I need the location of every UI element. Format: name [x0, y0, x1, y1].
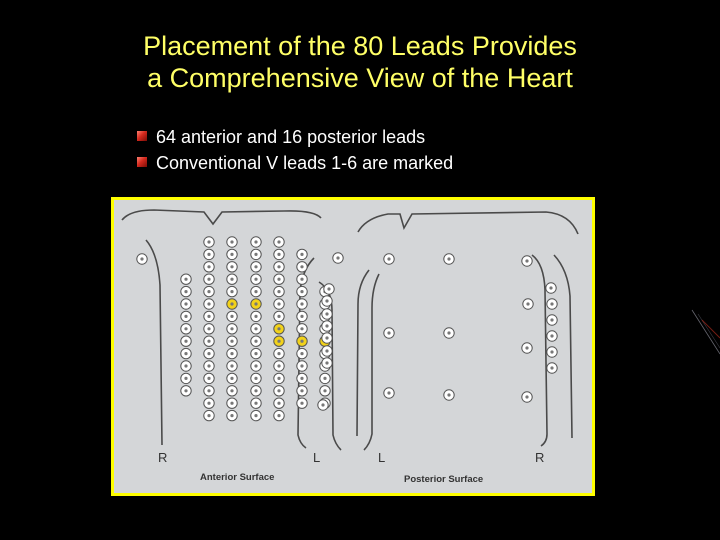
- anterior-electrode-center: [277, 315, 280, 318]
- anterior-electrode-center: [207, 315, 210, 318]
- anterior-electrode-center: [336, 256, 339, 259]
- anterior-electrode-center: [207, 290, 210, 293]
- anterior-electrode-center: [300, 302, 303, 305]
- lead-placement-diagram: [111, 197, 595, 496]
- anterior-electrode-center: [277, 377, 280, 380]
- anterior-electrode-center: [254, 290, 257, 293]
- anterior-electrode-center: [184, 302, 187, 305]
- posterior-electrode-center: [387, 331, 390, 334]
- anterior-electrode-center: [207, 240, 210, 243]
- anterior-left-label: L: [313, 450, 321, 465]
- anterior-electrode-center: [254, 402, 257, 405]
- anterior-electrode-center: [300, 402, 303, 405]
- anterior-electrode-center: [323, 377, 326, 380]
- v-lead-electrode-center: [254, 302, 257, 305]
- anterior-electrode-center: [184, 352, 187, 355]
- anterior-electrode-center: [184, 278, 187, 281]
- anterior-electrode-center: [230, 327, 233, 330]
- anterior-electrode-center: [254, 364, 257, 367]
- anterior-electrode-center: [254, 389, 257, 392]
- anterior-electrode-center: [254, 414, 257, 417]
- anterior-electrode-center: [184, 364, 187, 367]
- v-lead-electrode-center: [300, 340, 303, 343]
- posterior-electrode-center: [550, 302, 553, 305]
- anterior-electrode-center: [277, 402, 280, 405]
- anterior-electrode-center: [300, 265, 303, 268]
- anterior-electrode-center: [325, 312, 328, 315]
- anterior-electrode-center: [300, 290, 303, 293]
- posterior-electrode-center: [550, 366, 553, 369]
- anterior-electrode-center: [207, 352, 210, 355]
- anterior-electrode-center: [325, 336, 328, 339]
- electrode-grid: [137, 237, 557, 421]
- anterior-left-contour: [146, 240, 162, 445]
- anterior-electrode-center: [254, 240, 257, 243]
- corner-glare-decoration: [690, 290, 720, 370]
- anterior-electrode-center: [325, 349, 328, 352]
- posterior-torso-outline: [358, 212, 578, 234]
- anterior-electrode-center: [325, 324, 328, 327]
- posterior-electrode-center: [447, 257, 450, 260]
- anterior-electrode-center: [300, 364, 303, 367]
- bullet-item: [137, 124, 453, 150]
- posterior-right-contour: [532, 255, 547, 446]
- anterior-electrode-center: [277, 302, 280, 305]
- anterior-electrode-center: [230, 240, 233, 243]
- anterior-electrode-center: [300, 315, 303, 318]
- posterior-electrode-center: [387, 391, 390, 394]
- anterior-electrode-center: [230, 265, 233, 268]
- anterior-electrode-center: [300, 389, 303, 392]
- posterior-electrode-center: [447, 393, 450, 396]
- anterior-electrode-center: [230, 315, 233, 318]
- anterior-electrode-center: [230, 389, 233, 392]
- anterior-electrode-center: [300, 278, 303, 281]
- anterior-electrode-center: [277, 414, 280, 417]
- anterior-electrode-center: [277, 352, 280, 355]
- posterior-electrode-center: [550, 350, 553, 353]
- title-line-1: Placement of the 80 Leads Provides: [143, 31, 577, 61]
- anterior-electrode-center: [254, 315, 257, 318]
- anterior-electrode-center: [207, 364, 210, 367]
- anterior-torso-outline: [122, 210, 321, 224]
- v-lead-electrode-center: [230, 302, 233, 305]
- anterior-electrode-center: [277, 253, 280, 256]
- anterior-electrode-center: [327, 287, 330, 290]
- anterior-electrode-center: [254, 278, 257, 281]
- anterior-electrode-center: [207, 377, 210, 380]
- anterior-electrode-center: [207, 253, 210, 256]
- bullet-text: 64 anterior and 16 posterior leads: [156, 127, 426, 147]
- anterior-electrode-center: [207, 340, 210, 343]
- anterior-electrode-center: [230, 364, 233, 367]
- bullet-text: Conventional V leads 1-6 are marked: [156, 153, 454, 173]
- anterior-electrode-center: [207, 402, 210, 405]
- anterior-electrode-center: [230, 414, 233, 417]
- posterior-left-contour: [357, 270, 369, 436]
- anterior-electrode-center: [325, 361, 328, 364]
- anterior-electrode-center: [323, 389, 326, 392]
- anterior-electrode-center: [277, 278, 280, 281]
- anterior-electrode-center: [207, 302, 210, 305]
- posterior-inner-contour: [364, 274, 379, 450]
- bullet-square-icon: [137, 131, 147, 141]
- anterior-electrode-center: [325, 299, 328, 302]
- v-lead-electrode-center: [277, 340, 280, 343]
- anterior-electrode-center: [254, 265, 257, 268]
- posterior-electrode-center: [550, 318, 553, 321]
- posterior-far-right-contour: [554, 255, 572, 438]
- anterior-electrode-center: [207, 414, 210, 417]
- anterior-electrode-center: [277, 364, 280, 367]
- anterior-electrode-center: [184, 290, 187, 293]
- lead-map-svg: [114, 200, 592, 493]
- anterior-electrode-center: [277, 290, 280, 293]
- anterior-electrode-center: [184, 315, 187, 318]
- anterior-electrode-center: [184, 389, 187, 392]
- anterior-electrode-center: [184, 340, 187, 343]
- posterior-electrode-center: [387, 257, 390, 260]
- posterior-electrode-center: [549, 286, 552, 289]
- anterior-electrode-center: [300, 377, 303, 380]
- anterior-electrode-center: [277, 389, 280, 392]
- anterior-electrode-center: [254, 327, 257, 330]
- posterior-electrode-center: [550, 334, 553, 337]
- posterior-electrode-center: [525, 346, 528, 349]
- anterior-electrode-center: [300, 327, 303, 330]
- slide-title: [0, 30, 720, 94]
- anterior-electrode-center: [230, 377, 233, 380]
- anterior-electrode-center: [254, 377, 257, 380]
- v-lead-electrode-center: [277, 327, 280, 330]
- anterior-electrode-center: [277, 265, 280, 268]
- bullet-square-icon: [137, 157, 147, 167]
- anterior-electrode-center: [277, 240, 280, 243]
- anterior-electrode-center: [230, 253, 233, 256]
- posterior-right-label: R: [535, 450, 545, 465]
- posterior-electrode-center: [525, 259, 528, 262]
- anterior-electrode-center: [230, 290, 233, 293]
- anterior-electrode-center: [321, 403, 324, 406]
- anterior-electrode-center: [184, 377, 187, 380]
- anterior-electrode-center: [230, 352, 233, 355]
- anterior-electrode-center: [254, 340, 257, 343]
- posterior-left-label: L: [378, 450, 386, 465]
- anterior-electrode-center: [184, 327, 187, 330]
- posterior-electrode-center: [525, 395, 528, 398]
- anterior-electrode-center: [230, 278, 233, 281]
- anterior-caption: Anterior Surface: [200, 472, 275, 483]
- anterior-electrode-center: [207, 327, 210, 330]
- anterior-right-label: R: [158, 450, 168, 465]
- anterior-electrode-center: [300, 253, 303, 256]
- anterior-electrode-center: [300, 352, 303, 355]
- bullet-list: [137, 124, 453, 176]
- anterior-electrode-center: [230, 402, 233, 405]
- anterior-electrode-center: [207, 389, 210, 392]
- anterior-electrode-center: [140, 257, 143, 260]
- anterior-electrode-center: [254, 352, 257, 355]
- anterior-electrode-center: [254, 253, 257, 256]
- anterior-electrode-center: [207, 265, 210, 268]
- bullet-item: [137, 150, 453, 176]
- anterior-electrode-center: [207, 278, 210, 281]
- posterior-electrode-center: [526, 302, 529, 305]
- posterior-electrode-center: [447, 331, 450, 334]
- anterior-electrode-center: [230, 340, 233, 343]
- posterior-caption: Posterior Surface: [404, 474, 484, 485]
- title-line-2: a Comprehensive View of the Heart: [147, 63, 573, 93]
